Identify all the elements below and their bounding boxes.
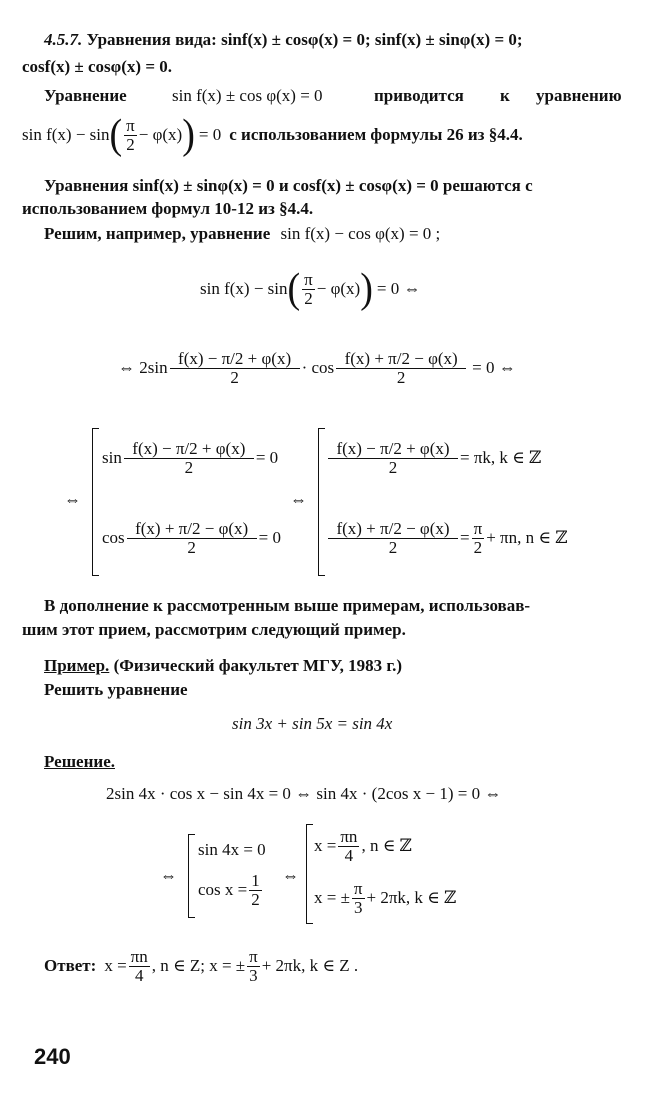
solution-row2-right: x = ± $\frac{\pi}{3}$ + 2πk, k ∈ ℤ: [314, 879, 457, 917]
section-title-line1: Уравнения вида: sinf(x) ± cosφ(x) = 0; sinf(x) ± sinφ(x) = 0;: [86, 30, 523, 49]
intro-tail-1: приводится: [374, 86, 464, 105]
intro-formula-left: sin f(x) − sin: [22, 125, 110, 144]
intro-word: Уравнение: [44, 86, 127, 105]
answer-label: Ответ:: [44, 956, 97, 976]
intro-formula-text: с использованием формулы 26 из §4.4.: [229, 125, 523, 144]
system1-arrow: ⇔: [64, 490, 81, 509]
intro-p3-line2: использованием формул 10-12 из §4.4.: [22, 199, 314, 218]
intro-equation: sin f(x) ± cos φ(x) = 0: [172, 86, 323, 105]
system2-row2: $\frac{f(x) + \pi/2 - \varphi(x)}{2}$ = $\frac{\pi}{2}$ + πn, n ∈ ℤ: [326, 520, 568, 557]
solution-line1: 2sin 4x · cos x − sin 4x = 0 ⇔ sin 4x · (2cos x − 1) = 0 ⇔: [106, 784, 502, 803]
example-label: Пример.: [44, 656, 110, 675]
addendum-line1: В дополнение к рассмотренным выше примерам, использовав-: [44, 596, 531, 615]
solution-arrow-1: ⇔: [160, 866, 177, 885]
answer-line: Ответ: x = $\frac{\pi n}{4}$ , n ∈ Z; x = ± $\frac{\pi}{3}$ + 2πk, k ∈ Z .: [44, 947, 359, 985]
page-number: 240: [34, 1044, 71, 1069]
example-source: (Физический факультет МГУ, 1983 г.): [113, 656, 403, 675]
system1-row2: cos $\frac{f(x) + \pi/2 - \varphi(x)}{2}$ = 0: [102, 519, 282, 557]
system1-row1: sin $\frac{f(x) - \pi/2 + \varphi(x)}{2}$ = 0: [102, 439, 279, 477]
system1-bracket: [92, 428, 99, 576]
section-title-line2: cosf(x) ± cosφ(x) = 0.: [22, 57, 173, 76]
intro-tail-3: уравнению: [536, 86, 622, 105]
system2-arrow: ⇔: [290, 490, 307, 509]
system2-row1: $\frac{f(x) - \pi/2 + \varphi(x)}{2}$ = πk, k ∈ ℤ: [326, 440, 541, 477]
example-task: Решить уравнение: [44, 680, 188, 699]
solution-row1-left: sin 4x = 0: [198, 840, 266, 859]
intro-tail-2: к: [500, 86, 510, 105]
solution-bracket-2: [306, 824, 313, 924]
intro-p3-line1: Уравнения sinf(x) ± sinφ(x) = 0 и cosf(x) ± cosφ(x) = 0 решаются с: [44, 176, 533, 195]
solution-row2-left: cos x = $\frac{1}{2}$: [198, 871, 260, 909]
solution-bracket-1: [188, 834, 195, 918]
derivation-eq2: ⇔ 2sin $\frac{f(x) - \pi/2 + \varphi(x)}{2}$ · cos $\frac{f(x) + \pi/2 - \varphi(x)}{2}$ = 0 ⇔: [118, 349, 516, 387]
solution-arrow-2: ⇔: [282, 866, 299, 885]
intro-formula-inner: − φ(x): [138, 125, 183, 144]
intro-formula-right: = 0: [198, 125, 222, 144]
right-paren: ): [182, 111, 195, 159]
derivation-eq1: sin f(x) − sin ( $\frac{\pi}{2}$ − φ(x) ) = 0 ⇔: [200, 265, 421, 313]
solution-label: Решение.: [44, 752, 115, 771]
addendum-line2: шим этот прием, рассмотрим следующий пример.: [22, 620, 406, 639]
section-heading: [44, 30, 523, 50]
section-number: 4.5.7.: [44, 30, 83, 49]
system2-bracket: [318, 428, 325, 576]
solution-row1-right: x = $\frac{\pi n}{4}$ , n ∈ ℤ: [314, 827, 412, 865]
example-equation: sin 3x + sin 5x = sin 4x: [232, 714, 393, 733]
pi-half-fraction: $\frac{\pi}{2}$: [126, 115, 135, 154]
intro-p4: Решим, например, уравнение sin f(x) − cos φ(x) = 0 ;: [44, 224, 441, 243]
left-paren: (: [109, 111, 123, 159]
intro-formula-line: [22, 111, 523, 159]
example-heading: [44, 656, 402, 676]
